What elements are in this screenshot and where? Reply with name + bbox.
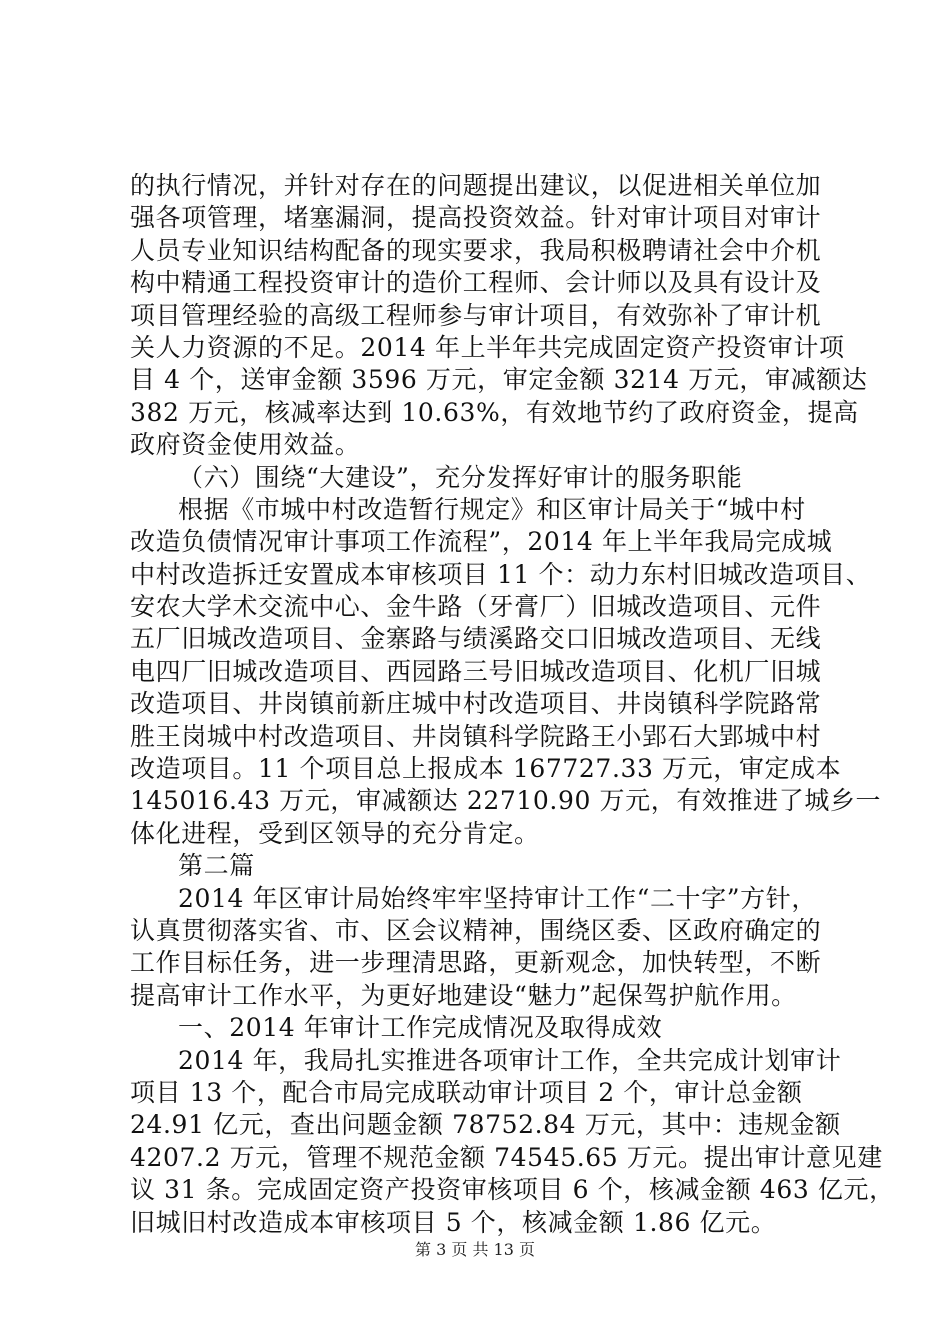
text-line: 第二篇 — [178, 851, 255, 881]
text-line: 145016.43 万元，审减额达 22710.90 万元，有效推进了城乡一 — [130, 786, 882, 816]
text-line: 工作目标任务，进一步理清思路，更新观念，加快转型，不断 — [130, 948, 822, 978]
text-line: 改造项目。11 个项目总上报成本 167727.33 万元，审定成本 — [130, 754, 842, 784]
text-line: 提高审计工作水平，为更好地建设“魅力”起保驾护航作用。 — [130, 980, 797, 1010]
document-body — [130, 170, 895, 1239]
text-line: 2014 年，我局扎实推进各项审计工作，全共完成计划审计 — [178, 1045, 842, 1075]
text-line: 关人力资源的不足。2014 年上半年共完成固定资产投资审计项 — [130, 332, 845, 362]
text-line: 2014 年区审计局始终牢牢坚持审计工作“二十字”方针， — [178, 883, 817, 913]
text-line: （六）围绕“大建设”，充分发挥好审计的服务职能 — [178, 462, 743, 492]
text-line: 议 31 条。完成固定资产投资审核项目 6 个，核减金额 463 亿元， — [130, 1175, 895, 1205]
text-line: 项目管理经验的高级工程师参与审计项目，有效弥补了审计机 — [130, 300, 822, 330]
text-line: 体化进程，受到区领导的充分肯定。 — [130, 818, 540, 848]
text-line: 旧城旧村改造成本审核项目 5 个，核减金额 1.86 亿元。 — [130, 1207, 777, 1237]
text-line: 根据《市城中村改造暂行规定》和区审计局关于“城中村 — [178, 494, 806, 524]
text-line: 4207.2 万元，管理不规范金额 74545.65 万元。提出审计意见建 — [130, 1142, 883, 1172]
text-line: 构中精通工程投资审计的造价工程师、会计师以及具有设计及 — [130, 268, 822, 298]
text-line: 强各项管理，堵塞漏洞，提高投资效益。针对审计项目对审计 — [130, 203, 822, 233]
text-line: 胜王岗城中村改造项目、井岗镇科学院路王小郢石大郢城中村 — [130, 721, 822, 751]
text-line: 382 万元，核减率达到 10.63%，有效地节约了政府资金，提高 — [130, 397, 859, 427]
text-line: 目 4 个，送审金额 3596 万元，审定金额 3214 万元，审减额达 — [130, 365, 868, 395]
text-line: 的执行情况，并针对存在的问题提出建议，以促进相关单位加 — [130, 171, 822, 200]
text-line: 安农大学术交流中心、金牛路（牙膏厂）旧城改造项目、元件 — [130, 592, 822, 622]
text-line: 一、2014 年审计工作完成情况及取得成效 — [178, 1013, 663, 1043]
text-line: 中村改造拆迁安置成本审核项目 11 个：动力东村旧城改造项目、 — [130, 559, 872, 589]
text-line: 政府资金使用效益。 — [130, 430, 361, 460]
text-line: 改造负债情况审计事项工作流程”，2014 年上半年我局完成城 — [130, 527, 833, 557]
text-line: 项目 13 个，配合市局完成联动审计项目 2 个，审计总金额 — [130, 1077, 803, 1107]
text-line: 五厂旧城改造项目、金寨路与绩溪路交口旧城改造项目、无线 — [130, 624, 822, 654]
text-line: 人员专业知识结构配备的现实要求，我局积极聘请社会中介机 — [130, 235, 822, 265]
page-footer: 第 3 页 共 13 页 — [415, 1240, 535, 1259]
text-line: 认真贯彻落实省、市、区会议精神，围绕区委、区政府确定的 — [130, 915, 822, 945]
text-line: 改造项目、井岗镇前新庄城中村改造项目、井岗镇科学院路常 — [130, 689, 822, 719]
text-line: 24.91 亿元，查出问题金额 78752.84 万元，其中：违规金额 — [130, 1110, 841, 1140]
text-line: 电四厂旧城改造项目、西园路三号旧城改造项目、化机厂旧城 — [130, 656, 822, 686]
